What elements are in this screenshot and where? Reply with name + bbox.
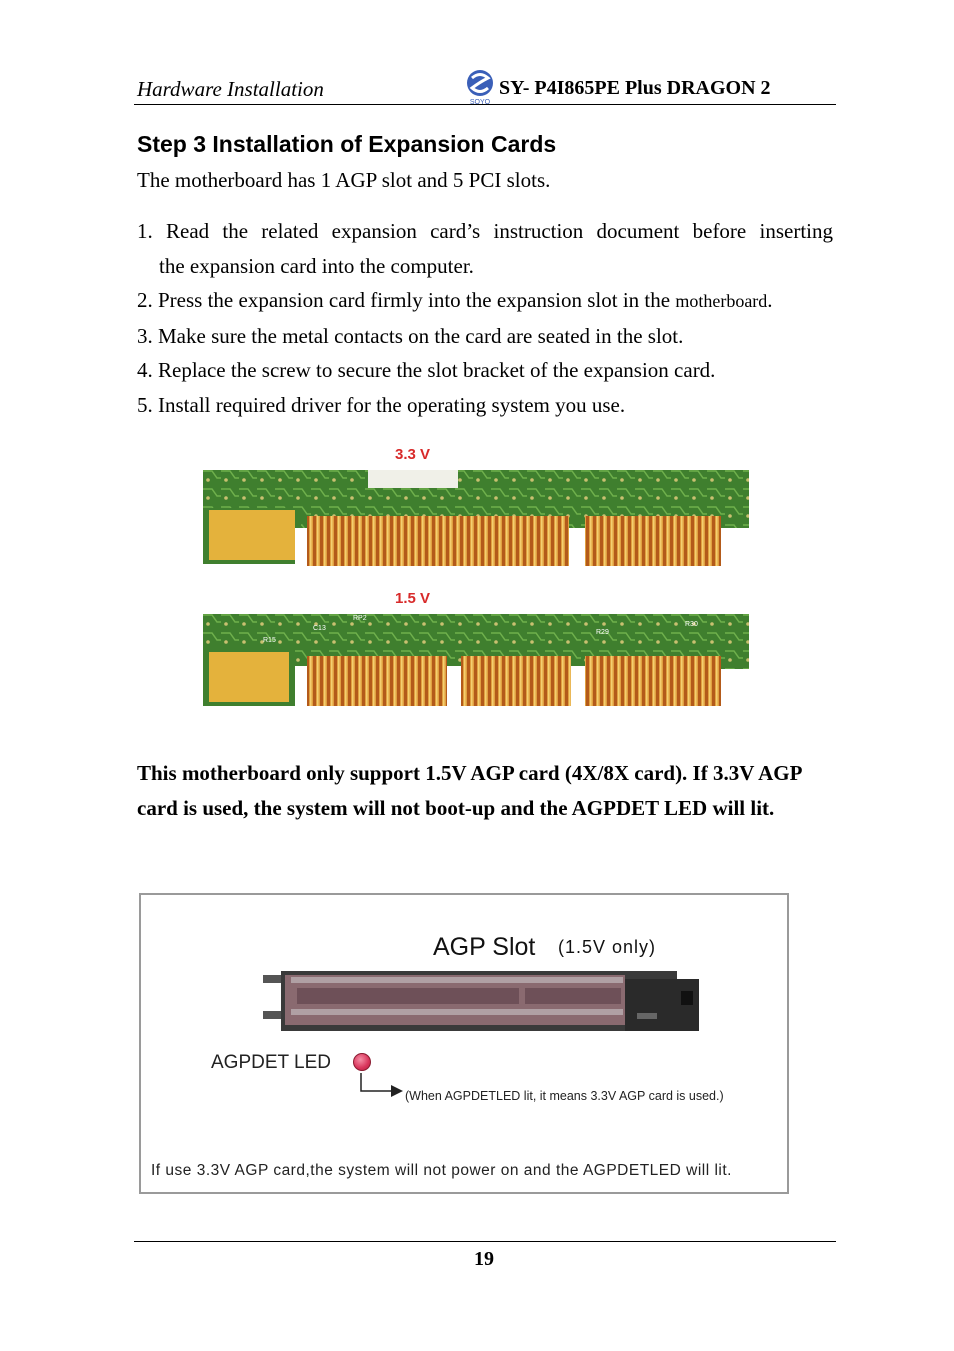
photo-label-rp2: RP2 (353, 615, 367, 622)
agpdet-led-label: AGPDET LED (211, 1052, 332, 1073)
photo-label-r29: R29 (596, 629, 609, 636)
agp-card-photo (203, 430, 751, 712)
logo-text: SOYO (469, 99, 491, 106)
instruction-list (137, 214, 833, 422)
agp-slot-drawing (261, 969, 701, 1035)
instruction-item-4: 4. Replace the screw to secure the slot bracket of the expansion card. (137, 358, 716, 382)
instruction-item-1: 1. Read the related expansion card’s instruction document before inserting (137, 219, 833, 243)
photo-label-3v3: 3.3 V (395, 446, 431, 463)
soyo-logo-icon (463, 68, 497, 106)
warning-text: This motherboard only support 1.5V AGP card (4X/8X card). If 3.3V AGP card is used, the system will not boot-up and the AGPDET LED will lit. (137, 761, 802, 820)
agpdet-led-note: (When AGPDETLED lit, it means 3.3V AGP card is used.) (405, 1089, 724, 1103)
footer-divider (134, 1241, 836, 1242)
instruction-item-2-text: 2. Press the expansion card firmly into the expansion slot in the (137, 288, 676, 312)
agp-slot-subtitle: (1.5V only) (558, 937, 657, 957)
agp-slot-title: AGP Slot (433, 933, 536, 961)
photo-label-r30: R30 (685, 621, 698, 628)
header-divider (134, 104, 836, 105)
instruction-item-2-end: . (767, 288, 773, 312)
header-model: SY- P4I865PE Plus DRAGON 2 (499, 77, 771, 99)
header-section: Hardware Installation (137, 77, 324, 101)
diagram-footer-note: If use 3.3V AGP card,the system will not power on and the AGPDETLED will lit. (151, 1162, 732, 1179)
instruction-item-2 (137, 283, 833, 319)
arrow-right-icon (359, 1073, 405, 1101)
instruction-item-3: 3. Make sure the metal contacts on the card are seated in the slot. (137, 323, 684, 348)
instruction-item-2-word: motherboard (675, 291, 768, 311)
photo-label-c13: C13 (313, 625, 326, 632)
instruction-item-5: 5. Install required driver for the operating system you use. (137, 392, 626, 417)
agp-slot-diagram (139, 893, 789, 1194)
section-title: Step 3 Installation of Expansion Cards (137, 131, 557, 157)
intro-text: The motherboard has 1 AGP slot and 5 PCI slots. (137, 168, 551, 192)
photo-label-1v5: 1.5 V (395, 590, 431, 607)
page-number: 19 (474, 1248, 494, 1270)
instruction-item-1-cont: the expansion card into the computer. (159, 253, 474, 278)
agpdet-led-icon (353, 1053, 371, 1071)
photo-label-r15: R15 (263, 637, 276, 644)
